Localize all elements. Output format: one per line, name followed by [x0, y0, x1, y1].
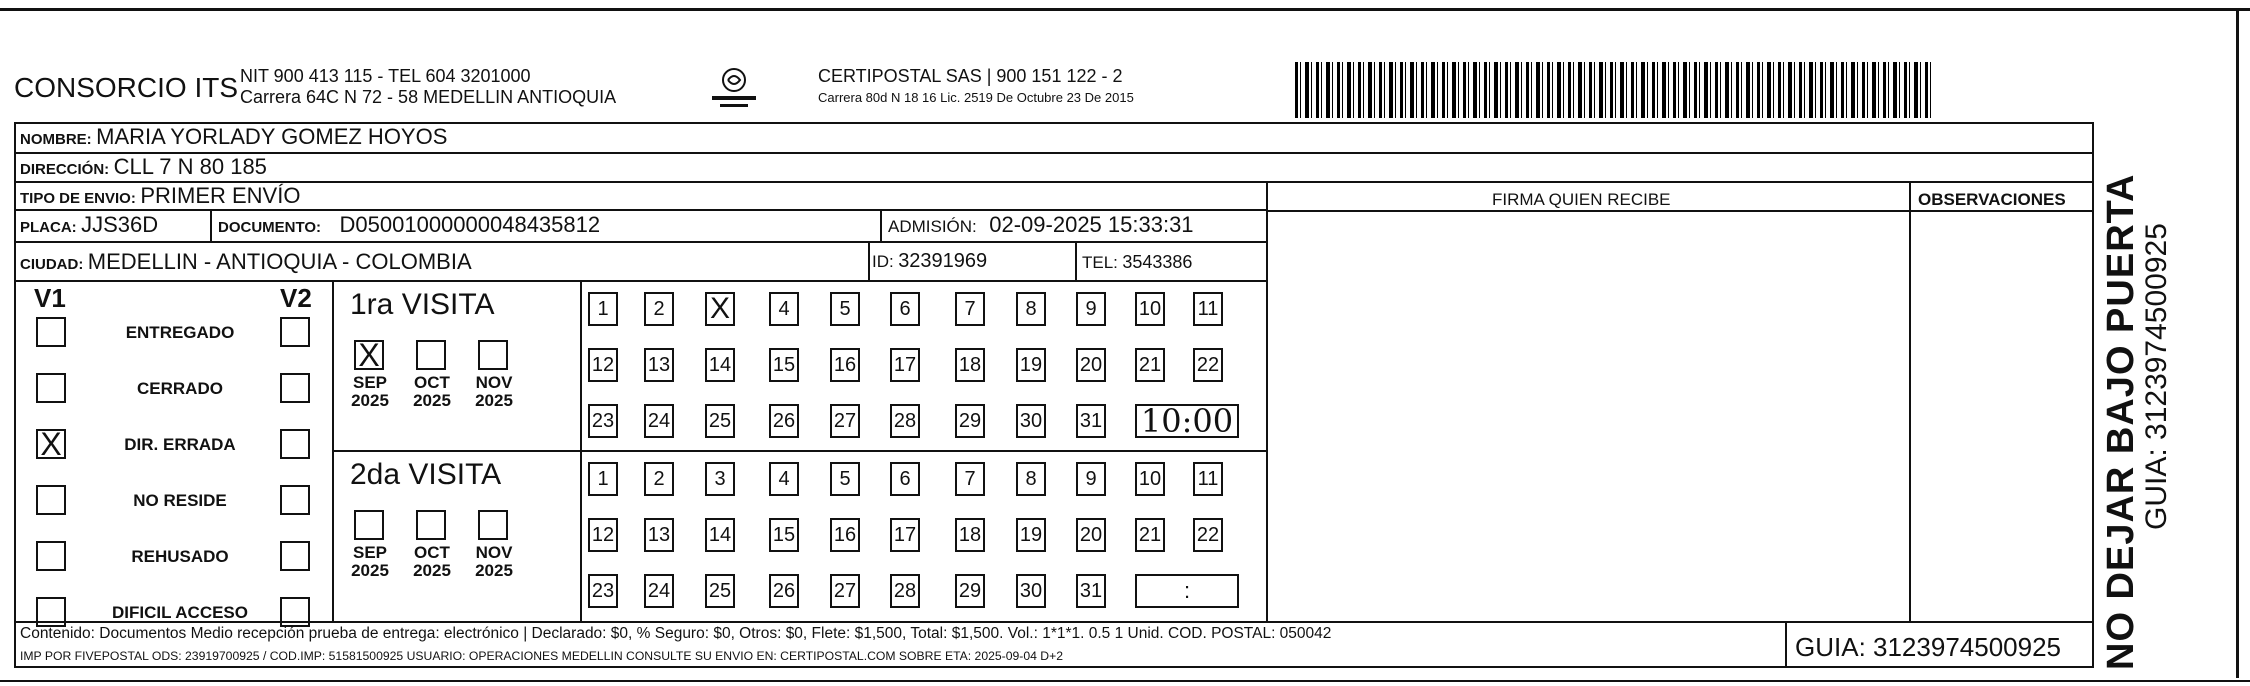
col-line — [868, 241, 870, 280]
day-box[interactable]: 1 — [588, 292, 618, 326]
day-box[interactable]: 15 — [769, 518, 799, 552]
status-v1-checkbox[interactable] — [36, 373, 66, 403]
day-box[interactable]: 28 — [890, 404, 920, 438]
day-box[interactable]: 8 — [1016, 292, 1046, 326]
nombre-value: MARIA YORLADY GOMEZ HOYOS — [96, 124, 448, 149]
day-box[interactable]: 1 — [588, 462, 618, 496]
day-box[interactable]: 22 — [1193, 518, 1223, 552]
status-v1-checkbox[interactable] — [36, 541, 66, 571]
month-label: OCT — [414, 543, 450, 562]
documento-value: D05001000000048435812 — [339, 212, 601, 237]
day-box[interactable]: 3 — [705, 462, 735, 496]
status-v2-checkbox[interactable] — [280, 429, 310, 459]
company-address: Carrera 64C N 72 - 58 MEDELLIN ANTIOQUIA — [240, 87, 617, 107]
right-border — [2236, 8, 2239, 678]
tipo-row: TIPO DE ENVIO: PRIMER ENVÍO — [20, 183, 301, 208]
day-box[interactable]: 26 — [769, 574, 799, 608]
form-frame — [14, 122, 2094, 668]
status-v2-checkbox[interactable] — [280, 317, 310, 347]
day-box[interactable]: 23 — [588, 404, 618, 438]
ciudad-value: MEDELLIN - ANTIOQUIA - COLOMBIA — [87, 249, 472, 274]
direccion-row: DIRECCIÓN: CLL 7 N 80 185 — [20, 154, 267, 179]
day-box[interactable]: 2 — [644, 292, 674, 326]
day-box[interactable]: 17 — [890, 518, 920, 552]
month-label: NOV — [475, 543, 513, 562]
col-line — [1909, 181, 1911, 621]
status-v2-checkbox[interactable] — [280, 485, 310, 515]
day-box[interactable]: 12 — [588, 348, 618, 382]
placa-value: JJS36D — [81, 212, 159, 237]
documento-field: DOCUMENTO: D05001000000048435812 — [218, 212, 601, 237]
day-box[interactable]: 5 — [830, 292, 860, 326]
day-box[interactable]: 27 — [830, 574, 860, 608]
day-box[interactable]: 9 — [1076, 462, 1106, 496]
day-box[interactable]: 28 — [890, 574, 920, 608]
firma-header: FIRMA QUIEN RECIBE — [1492, 190, 1671, 209]
tel-field: TEL: 3543386 — [1082, 252, 1193, 272]
day-box[interactable]: 6 — [890, 292, 920, 326]
year-label: 2025 — [475, 561, 513, 580]
month-checkbox[interactable]: X — [354, 340, 384, 370]
day-box[interactable]: 7 — [955, 292, 985, 326]
day-box[interactable]: 23 — [588, 574, 618, 608]
day-box[interactable]: 30 — [1016, 404, 1046, 438]
header-line — [1266, 210, 2094, 212]
bottom-border — [0, 680, 2250, 682]
ciudad-field: CIUDAD: MEDELLIN - ANTIOQUIA - COLOMBIA — [20, 249, 472, 274]
day-box[interactable]: 27 — [830, 404, 860, 438]
day-box[interactable]: 30 — [1016, 574, 1046, 608]
year-label: 2025 — [351, 391, 389, 410]
day-box[interactable]: 18 — [955, 348, 985, 382]
status-label: CERRADO — [137, 379, 223, 398]
col-line — [1785, 621, 1787, 668]
day-box[interactable]: 10 — [1135, 462, 1165, 496]
month-label: SEP — [352, 543, 388, 562]
col-line — [1075, 241, 1077, 280]
row-line — [14, 152, 2094, 154]
col-line — [210, 209, 212, 241]
day-box[interactable]: 29 — [955, 404, 985, 438]
month-checkbox[interactable] — [478, 510, 508, 540]
row-line — [14, 241, 1268, 243]
id-field: ID: 32391969 — [872, 250, 988, 272]
month-label: NOV — [475, 373, 513, 392]
day-box[interactable]: 14 — [705, 518, 735, 552]
status-label: DIR. ERRADA — [124, 435, 236, 454]
day-box[interactable]: 25 — [705, 404, 735, 438]
company-nit: NIT 900 413 115 - TEL 604 3201000 — [240, 66, 531, 86]
day-box[interactable]: 25 — [705, 574, 735, 608]
visit-title: 2da VISITA — [350, 458, 502, 491]
year-label: 2025 — [351, 561, 389, 580]
status-v1-checkbox[interactable] — [36, 597, 66, 627]
status-label: REHUSADO — [131, 547, 229, 566]
month-checkbox[interactable] — [354, 510, 384, 540]
row-line — [14, 209, 1268, 211]
day-box[interactable]: 17 — [890, 348, 920, 382]
year-label: 2025 — [413, 391, 451, 410]
guia-footer: GUIA: 3123974500925 — [1795, 632, 2061, 662]
status-v2-checkbox[interactable] — [280, 597, 310, 627]
admision-field: ADMISIÓN: 02-09-2025 15:33:31 — [888, 212, 1194, 237]
day-box[interactable]: 26 — [769, 404, 799, 438]
admision-value: 02-09-2025 15:33:31 — [989, 212, 1194, 237]
visit-divider — [332, 450, 1266, 452]
day-box[interactable]: 16 — [830, 348, 860, 382]
col-line — [880, 209, 882, 241]
status-v1-checkbox[interactable]: X — [36, 429, 66, 459]
day-box[interactable]: 8 — [1016, 462, 1046, 496]
tipo-value: PRIMER ENVÍO — [140, 183, 301, 208]
no-dejar-bajo-puerta: NO DEJAR BAJO PUERTA — [2100, 173, 2142, 670]
day-box[interactable]: 2 — [644, 462, 674, 496]
month-checkbox[interactable] — [416, 340, 446, 370]
status-label: NO RESIDE — [133, 491, 227, 510]
col-line — [1266, 181, 1268, 621]
day-box[interactable]: X — [705, 292, 735, 326]
v2-header: V2 — [280, 283, 312, 313]
barcode — [1295, 62, 1935, 118]
day-box[interactable]: 15 — [769, 348, 799, 382]
day-box[interactable]: 4 — [769, 462, 799, 496]
contenido-text: Contenido: Documentos Medio recepción prueba de entrega: electrónico | Declarado: $0, % Seguro: $0, Otros: $0, Flete: $1,500, Total: $1,500. Vol.: 1*1*1. 0.5 1 Unid. COD. POSTAL: 050042 — [20, 625, 1332, 642]
day-box[interactable]: 31 — [1076, 404, 1106, 438]
day-box[interactable]: 14 — [705, 348, 735, 382]
day-box[interactable]: 12 — [588, 518, 618, 552]
day-box[interactable]: 10 — [1135, 292, 1165, 326]
day-box[interactable]: 20 — [1076, 518, 1106, 552]
carrier-name: CERTIPOSTAL SAS | 900 151 122 - 2 — [818, 66, 1123, 86]
year-label: 2025 — [413, 561, 451, 580]
month-label: OCT — [414, 373, 450, 392]
company-name: CONSORCIO ITS — [14, 72, 239, 103]
side-guia: GUIA: 3123974500925 — [2140, 223, 2173, 530]
row-line — [14, 280, 1268, 282]
row-line — [14, 181, 2094, 183]
day-box[interactable]: 11 — [1193, 292, 1223, 326]
day-box[interactable]: 7 — [955, 462, 985, 496]
v1-header: V1 — [34, 283, 66, 313]
day-box[interactable]: 31 — [1076, 574, 1106, 608]
month-label: SEP — [352, 373, 388, 392]
day-box[interactable]: 6 — [890, 462, 920, 496]
top-border — [0, 8, 2250, 11]
imp-text: IMP POR FIVEPOSTAL ODS: 23919700925 / COD.IMP: 51581500925 USUARIO: OPERACIONES MEDELLIN CONSULTE SU ENVIO EN: CERTIPOSTAL.COM SOBRE ETA: 2025-09-04 D+2 — [20, 649, 1063, 663]
status-v2-checkbox[interactable] — [280, 373, 310, 403]
visit-title: 1ra VISITA — [350, 288, 495, 321]
status-label: ENTREGADO — [125, 323, 235, 342]
observaciones-header: OBSERVACIONES — [1918, 190, 2066, 209]
status-v1-checkbox[interactable] — [36, 317, 66, 347]
day-box[interactable]: 24 — [644, 574, 674, 608]
time-box[interactable]: : — [1135, 574, 1239, 608]
day-box[interactable]: 4 — [769, 292, 799, 326]
day-box[interactable]: 9 — [1076, 292, 1106, 326]
certipostal-logo-icon — [706, 64, 762, 118]
month-checkbox[interactable] — [416, 510, 446, 540]
day-box[interactable]: 19 — [1016, 518, 1046, 552]
carrier-address: Carrera 80d N 18 16 Lic. 2519 De Octubre 23 De 2015 — [818, 90, 1134, 105]
day-box[interactable]: 21 — [1135, 518, 1165, 552]
day-box[interactable]: 5 — [830, 462, 860, 496]
id-value: 32391969 — [898, 250, 988, 272]
month-checkbox[interactable] — [478, 340, 508, 370]
time-box[interactable]: 10:00 — [1135, 404, 1239, 438]
day-box[interactable]: 18 — [955, 518, 985, 552]
day-box[interactable]: 16 — [830, 518, 860, 552]
day-box[interactable]: 24 — [644, 404, 674, 438]
tel-value: 3543386 — [1122, 252, 1193, 272]
day-box[interactable]: 11 — [1193, 462, 1223, 496]
day-box[interactable]: 13 — [644, 518, 674, 552]
row-line — [14, 621, 2094, 623]
nombre-row: NOMBRE: MARIA YORLADY GOMEZ HOYOS — [20, 124, 448, 149]
year-label: 2025 — [475, 391, 513, 410]
placa-field: PLACA: JJS36D — [20, 212, 159, 237]
status-v1-checkbox[interactable] — [36, 485, 66, 515]
day-box[interactable]: 19 — [1016, 348, 1046, 382]
status-label: DIFICIL ACCESO — [111, 603, 248, 622]
day-box[interactable]: 29 — [955, 574, 985, 608]
direccion-value: CLL 7 N 80 185 — [113, 154, 267, 179]
day-box[interactable]: 22 — [1193, 348, 1223, 382]
day-box[interactable]: 13 — [644, 348, 674, 382]
day-box[interactable]: 21 — [1135, 348, 1165, 382]
status-v2-checkbox[interactable] — [280, 541, 310, 571]
day-box[interactable]: 20 — [1076, 348, 1106, 382]
